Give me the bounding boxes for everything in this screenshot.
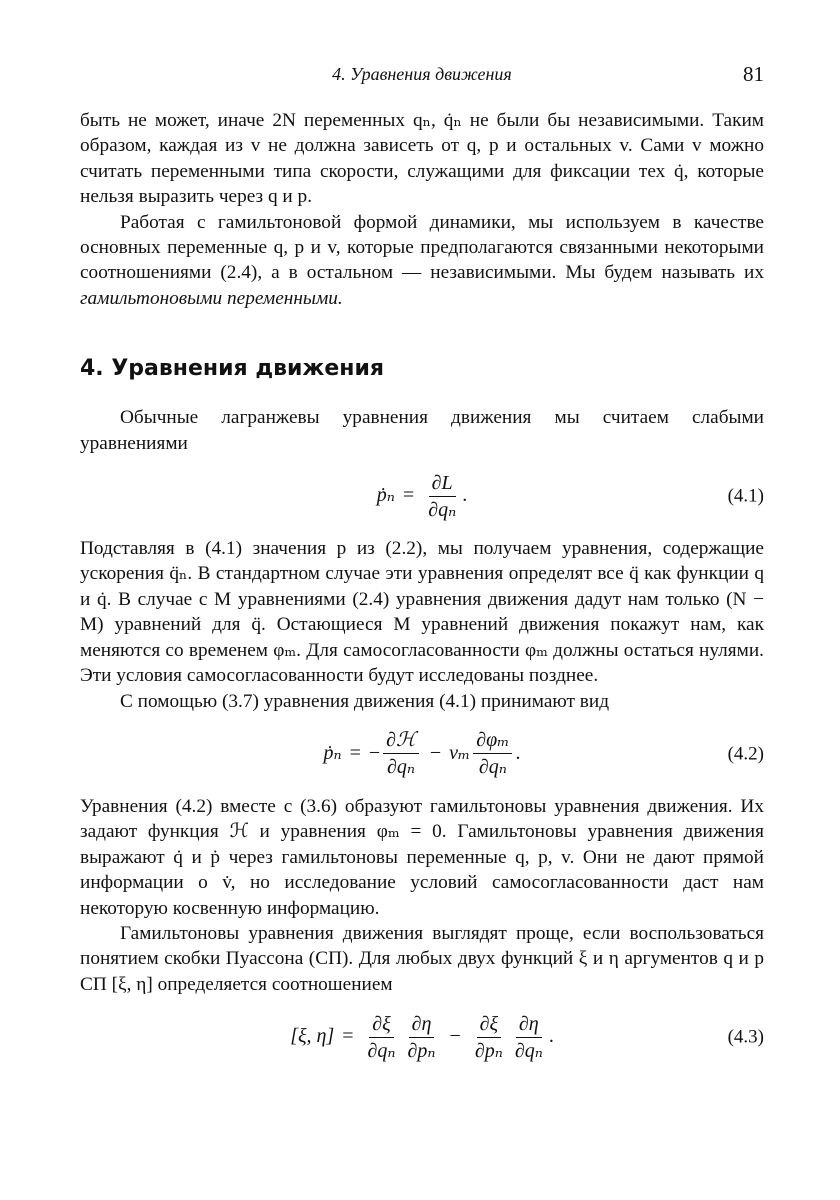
eq-minus: − [449, 1025, 461, 1048]
fraction-numerator: ∂ξ [477, 1013, 501, 1038]
paragraph-substitution: Подставляя в (4.1) значения p из (2.2), мы получаем уравнения, содержащие ускорения q̈ₙ. В стандартном случае эти уравнения определят все q̈ как функции q и q̇. В случае с M уравнениями (2.4) уравнения движения дадут нам только (N − M) уравнений для q̈. Остающиеся M уравнений движения покажут нам, как меняются со временем φₘ. Для самосогласованности φₘ должны остаться нулями. Эти условия самосогласованности будут исследованы позднее. [80, 538, 764, 687]
fraction-denominator: ∂qₙ [428, 498, 457, 521]
paragraph-hamilton-equations: Уравнения (4.2) вместе с (3.6) образуют гамильтоновы уравнения движения. Их задают функция ℋ и уравнения φₘ = 0. Гамильтоновы уравнения движения выражают q̇ и ṗ через гамильтоновы переменные q, p, v. Они не дают прямой информации о v̇, но исследование условий самосогласованности даст нам некоторую косвенную информацию. [80, 795, 764, 919]
equation-number: (4.2) [727, 743, 764, 765]
paragraph-lagrange-equations: Обычные лагранжевы уравнения движения мы считаем слабыми уравнениями [80, 407, 764, 454]
page-body [80, 108, 764, 1077]
fraction-numerator: ∂ξ [369, 1013, 393, 1038]
fraction-denominator: ∂qₙ [514, 1039, 543, 1062]
eq-equals: = [349, 742, 361, 765]
equation-4-2 [80, 722, 764, 786]
equation-body [80, 722, 764, 786]
eq-lhs: ṗₙ [376, 484, 395, 507]
eq-minus: − [368, 742, 381, 765]
fraction-denominator: ∂qₙ [367, 1039, 396, 1062]
equation-number: (4.1) [727, 485, 764, 507]
fraction-denominator: ∂pₙ [474, 1039, 503, 1062]
fraction-numerator: ∂φₘ [473, 729, 512, 754]
fraction [473, 729, 512, 778]
equation-number: (4.3) [727, 1026, 764, 1048]
fraction [365, 1013, 399, 1062]
paragraph-hamiltonian-variables [80, 210, 764, 312]
equation-4-1 [80, 464, 764, 528]
page-header [80, 64, 764, 92]
fraction [405, 1013, 439, 1062]
eq-lhs: [ξ, η] [290, 1025, 335, 1048]
fraction-numerator: ∂η [409, 1013, 435, 1038]
equation-4-3 [80, 1005, 764, 1069]
section-heading: 4. Уравнения движения [80, 356, 384, 382]
paragraph-text: Работая с гамильтоновой формой динамики, мы используем в качестве основных переменные q, p и v, которые предполагаются связанными некоторыми соотношениями (2.4), а в остальном — независимыми. Мы будем называть их [80, 211, 764, 284]
eq-lhs: ṗₙ [323, 742, 342, 765]
running-title: 4. Уравнения движения [332, 64, 512, 84]
fraction-numerator: ∂ℋ [383, 729, 419, 754]
fraction-numerator: ∂L [429, 472, 456, 497]
equation-body [80, 464, 764, 528]
emphasized-term: гамильтоновыми переменными. [80, 287, 343, 309]
equation-body [80, 1005, 764, 1069]
eq-period: . [515, 742, 521, 765]
fraction-denominator: ∂pₙ [407, 1039, 436, 1062]
page-number: 81 [743, 62, 764, 86]
eq-minus: − [429, 742, 442, 765]
paragraph-continuation: быть не может, иначе 2N переменных qₙ, q̇ₙ не были бы независимыми. Таким образом, каждая из v не должна зависеть от q, p и остальных v. Сами v можно считать переменными типа скорости, служащими для фиксации тех q̇, которые нельзя выразить через q и p. [80, 110, 764, 208]
fraction-denominator: ∂qₙ [387, 756, 415, 779]
fraction-numerator: ∂η [516, 1013, 542, 1038]
eq-period: . [548, 1025, 554, 1048]
fraction [383, 729, 419, 778]
eq-coefficient: vₘ [449, 742, 471, 765]
eq-equals: = [402, 484, 415, 507]
paragraph-with-help: С помощью (3.7) уравнения движения (4.1) принимают вид [120, 690, 610, 712]
eq-equals: = [342, 1025, 354, 1048]
fraction-denominator: ∂qₙ [478, 756, 507, 779]
eq-period: . [462, 484, 468, 507]
fraction [512, 1013, 546, 1062]
paragraph-poisson-bracket: Гамильтоновы уравнения движения выглядят проще, если воспользоваться понятием скобки Пуассона (СП). Для любых двух функций ξ и η аргументов q и p СП [ξ, η] определяется соотношением [80, 922, 764, 995]
fraction [425, 472, 459, 521]
fraction [472, 1013, 506, 1062]
